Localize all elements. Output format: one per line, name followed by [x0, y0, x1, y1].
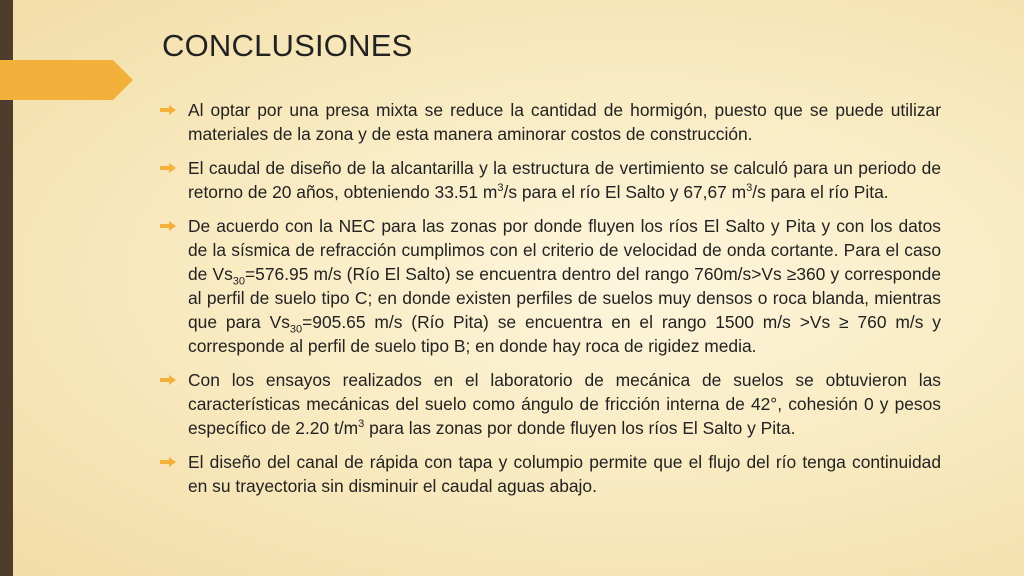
bullet-item	[160, 450, 941, 498]
superscript: 3	[497, 182, 504, 195]
bullet-item	[160, 156, 941, 204]
title-accent-arrow	[0, 60, 133, 100]
slide-title: CONCLUSIONES	[162, 28, 413, 63]
text-run: para las zonas por donde fluyen los ríos El Salto y Pita.	[364, 418, 796, 438]
arrow-right-icon	[160, 105, 176, 115]
bullet-text	[188, 216, 941, 356]
arrow-right-icon	[160, 457, 176, 467]
text-run: /s para el río Pita.	[752, 182, 889, 202]
text-run: Con los ensayos realizados en el laboratorio de mecánica de suelos se obtuvieron las características mecánicas del suelo como ángulo de fricción interna de 42°, cohesión 0 y pesos específico de 2.20 t/m	[188, 370, 941, 438]
bullet-item	[160, 98, 941, 146]
subscript: 30	[232, 275, 246, 288]
subscript: 30	[289, 323, 303, 336]
bullet-text: Al optar por una presa mixta se reduce la cantidad de hormigón, puesto que se puede utilizar materiales de la zona y de esta manera aminorar costos de construcción.	[188, 100, 941, 144]
text-run: De acuerdo con la NEC para las zonas por donde fluyen los ríos El Salto y Pita y con los datos de la sísmica de refracción cumplimos con el criterio de velocidad de onda cortante. Para el caso de Vs	[188, 216, 941, 284]
conclusions-list	[160, 98, 941, 508]
bullet-text: El diseño del canal de rápida con tapa y columpio permite que el flujo del río tenga continuidad en su trayectoria sin disminuir el caudal aguas abajo.	[188, 452, 941, 496]
arrow-right-icon	[160, 221, 176, 231]
bullet-text	[188, 158, 941, 202]
superscript: 3	[358, 418, 365, 431]
superscript: 3	[746, 182, 753, 195]
arrow-right-icon	[160, 375, 176, 385]
arrow-right-icon	[160, 163, 176, 173]
bullet-item	[160, 368, 941, 440]
text-run: /s para el río El Salto y 67,67 m	[503, 182, 747, 202]
text-run: El caudal de diseño de la alcantarilla y la estructura de vertimiento se calculó para un periodo de retorno de 20 años, obteniendo 33.51 m	[188, 158, 941, 202]
bullet-item	[160, 214, 941, 358]
text-run: =905.65 m/s (Río Pita) se encuentra en el rango 1500 m/s >Vs ≥ 760 m/s y corresponde al perfil de suelo tipo B; en donde hay roca de rigidez media.	[188, 312, 941, 356]
text-run: =576.95 m/s (Río El Salto) se encuentra dentro del rango 760m/s>Vs ≥360 y corresponde al perfil de suelo tipo C; en donde existen perfiles de suelos muy densos o roca blanda, mientras que para Vs	[188, 264, 941, 332]
bullet-text	[188, 370, 941, 438]
